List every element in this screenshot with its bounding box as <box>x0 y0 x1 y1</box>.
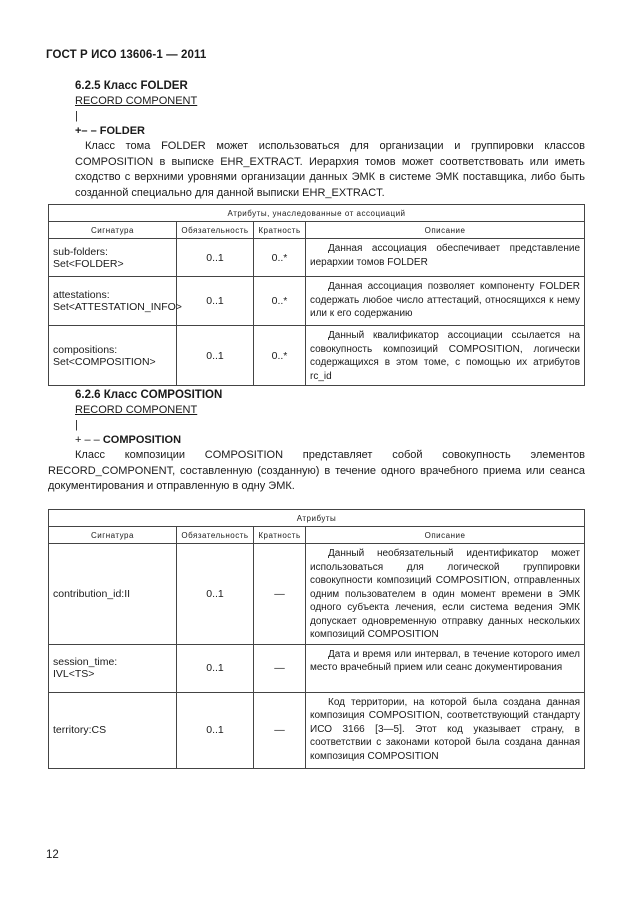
required-cell: 0..1 <box>177 544 254 645</box>
multiplicity-cell: 0..* <box>254 239 306 277</box>
column-header: Сигнатура <box>49 527 177 544</box>
section-paragraph: Класс композиции COMPOSITION представляет собой совокупность элементов RECORD_COMPONENT, составленную (созданную) в течение одного врачебного приема или сеанса документирования и отправленную в одну ЭМК. <box>48 449 585 492</box>
multiplicity-cell: — <box>254 692 306 768</box>
attributes-table-composition <box>48 509 585 769</box>
table-row <box>49 239 585 277</box>
required-cell: 0..1 <box>177 326 254 386</box>
table-row <box>49 692 585 768</box>
table-row <box>49 544 585 645</box>
column-header: Сигнатура <box>49 222 177 239</box>
table-caption: Атрибуты, унаследованные от ассоциаций <box>49 205 585 222</box>
table-caption: Атрибуты <box>49 510 585 527</box>
multiplicity-cell: 0..* <box>254 277 306 326</box>
signature-cell: session_time: IVL<TS> <box>49 644 177 692</box>
description-cell: Дата и время или интервал, в течение которого имел место врачебный прием или сеанс документирования <box>306 644 585 692</box>
signature-cell: compositions: Set<COMPOSITION> <box>49 326 177 386</box>
section-composition <box>48 388 585 495</box>
column-header: Описание <box>306 527 585 544</box>
tree-bar: | <box>75 110 78 122</box>
description-cell: Данная ассоциация обеспечивает представление иерархии томов FOLDER <box>306 239 585 277</box>
signature-cell: attestations: Set<ATTESTATION_INFO> <box>49 277 177 326</box>
child-class: +– – FOLDER <box>75 125 145 137</box>
child-class: COMPOSITION <box>102 434 182 446</box>
required-cell: 0..1 <box>177 644 254 692</box>
table-row <box>49 277 585 326</box>
description-cell: Код территории, на которой была создана данная композиция COMPOSITION, соответствующий стандарту ИСО 3166 [3—5]. Этот код указывает страну, в соответствии с законами которой была создана данная композиция COMPOSITION <box>306 692 585 768</box>
page-number: 12 <box>46 849 59 861</box>
multiplicity-cell: 0..* <box>254 326 306 386</box>
column-header: Обязательность <box>177 222 254 239</box>
section-paragraph: Класс тома FOLDER может использоваться для организации и группировки классов COMPOSITION в выписке EHR_EXTRACT. Иерархия томов может соответствовать или иметь сходство с верхними уровнями организации данных ЭМК в системе ЭМК поставщика, либо быть созданной специально для данной выписки EHR_EXTRACT. <box>75 140 585 199</box>
section-heading: 6.2.5 Класс FOLDER <box>75 80 188 92</box>
table-row <box>49 326 585 386</box>
required-cell: 0..1 <box>177 692 254 768</box>
child-class-line <box>75 433 585 448</box>
description-cell: Данная ассоциация позволяет компоненту FOLDER содержать любое число аттестаций, относящихся к нему или к его содержанию <box>306 277 585 326</box>
column-header: Кратность <box>254 222 306 239</box>
table-row <box>49 644 585 692</box>
description-cell: Данный квалификатор ассоциации ссылается на совокупность композиций COMPOSITION, логически содержащихся в этом томе, с помощью их атрибутов rc_id <box>306 326 585 386</box>
required-cell: 0..1 <box>177 239 254 277</box>
parent-class: RECORD COMPONENT <box>75 404 198 416</box>
multiplicity-cell: — <box>254 544 306 645</box>
section-heading: 6.2.6 Класс COMPOSITION <box>75 389 223 401</box>
column-header: Обязательность <box>177 527 254 544</box>
attributes-table-folder <box>48 204 585 386</box>
parent-class: RECORD COMPONENT <box>75 95 198 107</box>
signature-cell: sub-folders: Set<FOLDER> <box>49 239 177 277</box>
signature-cell: contribution_id:II <box>49 544 177 645</box>
required-cell: 0..1 <box>177 277 254 326</box>
section-folder <box>75 79 585 201</box>
multiplicity-cell: — <box>254 644 306 692</box>
signature-cell: territory:CS <box>49 692 177 768</box>
column-header: Кратность <box>254 527 306 544</box>
document-header: ГОСТ Р ИСО 13606-1 — 2011 <box>46 49 207 61</box>
description-cell: Данный необязательный идентификатор может использоваться для логической группировки совокупности композиций COMPOSITION, отправленных одним пользователем в один момент времени в ЭМК одного субъекта лечения, если система ведения ЭМК допускает одновременную отправку данных нескольких композиций COMPOSITION <box>306 544 585 645</box>
tree-prefix: + – – <box>75 434 103 446</box>
column-header: Описание <box>306 222 585 239</box>
tree-bar: | <box>75 419 78 431</box>
